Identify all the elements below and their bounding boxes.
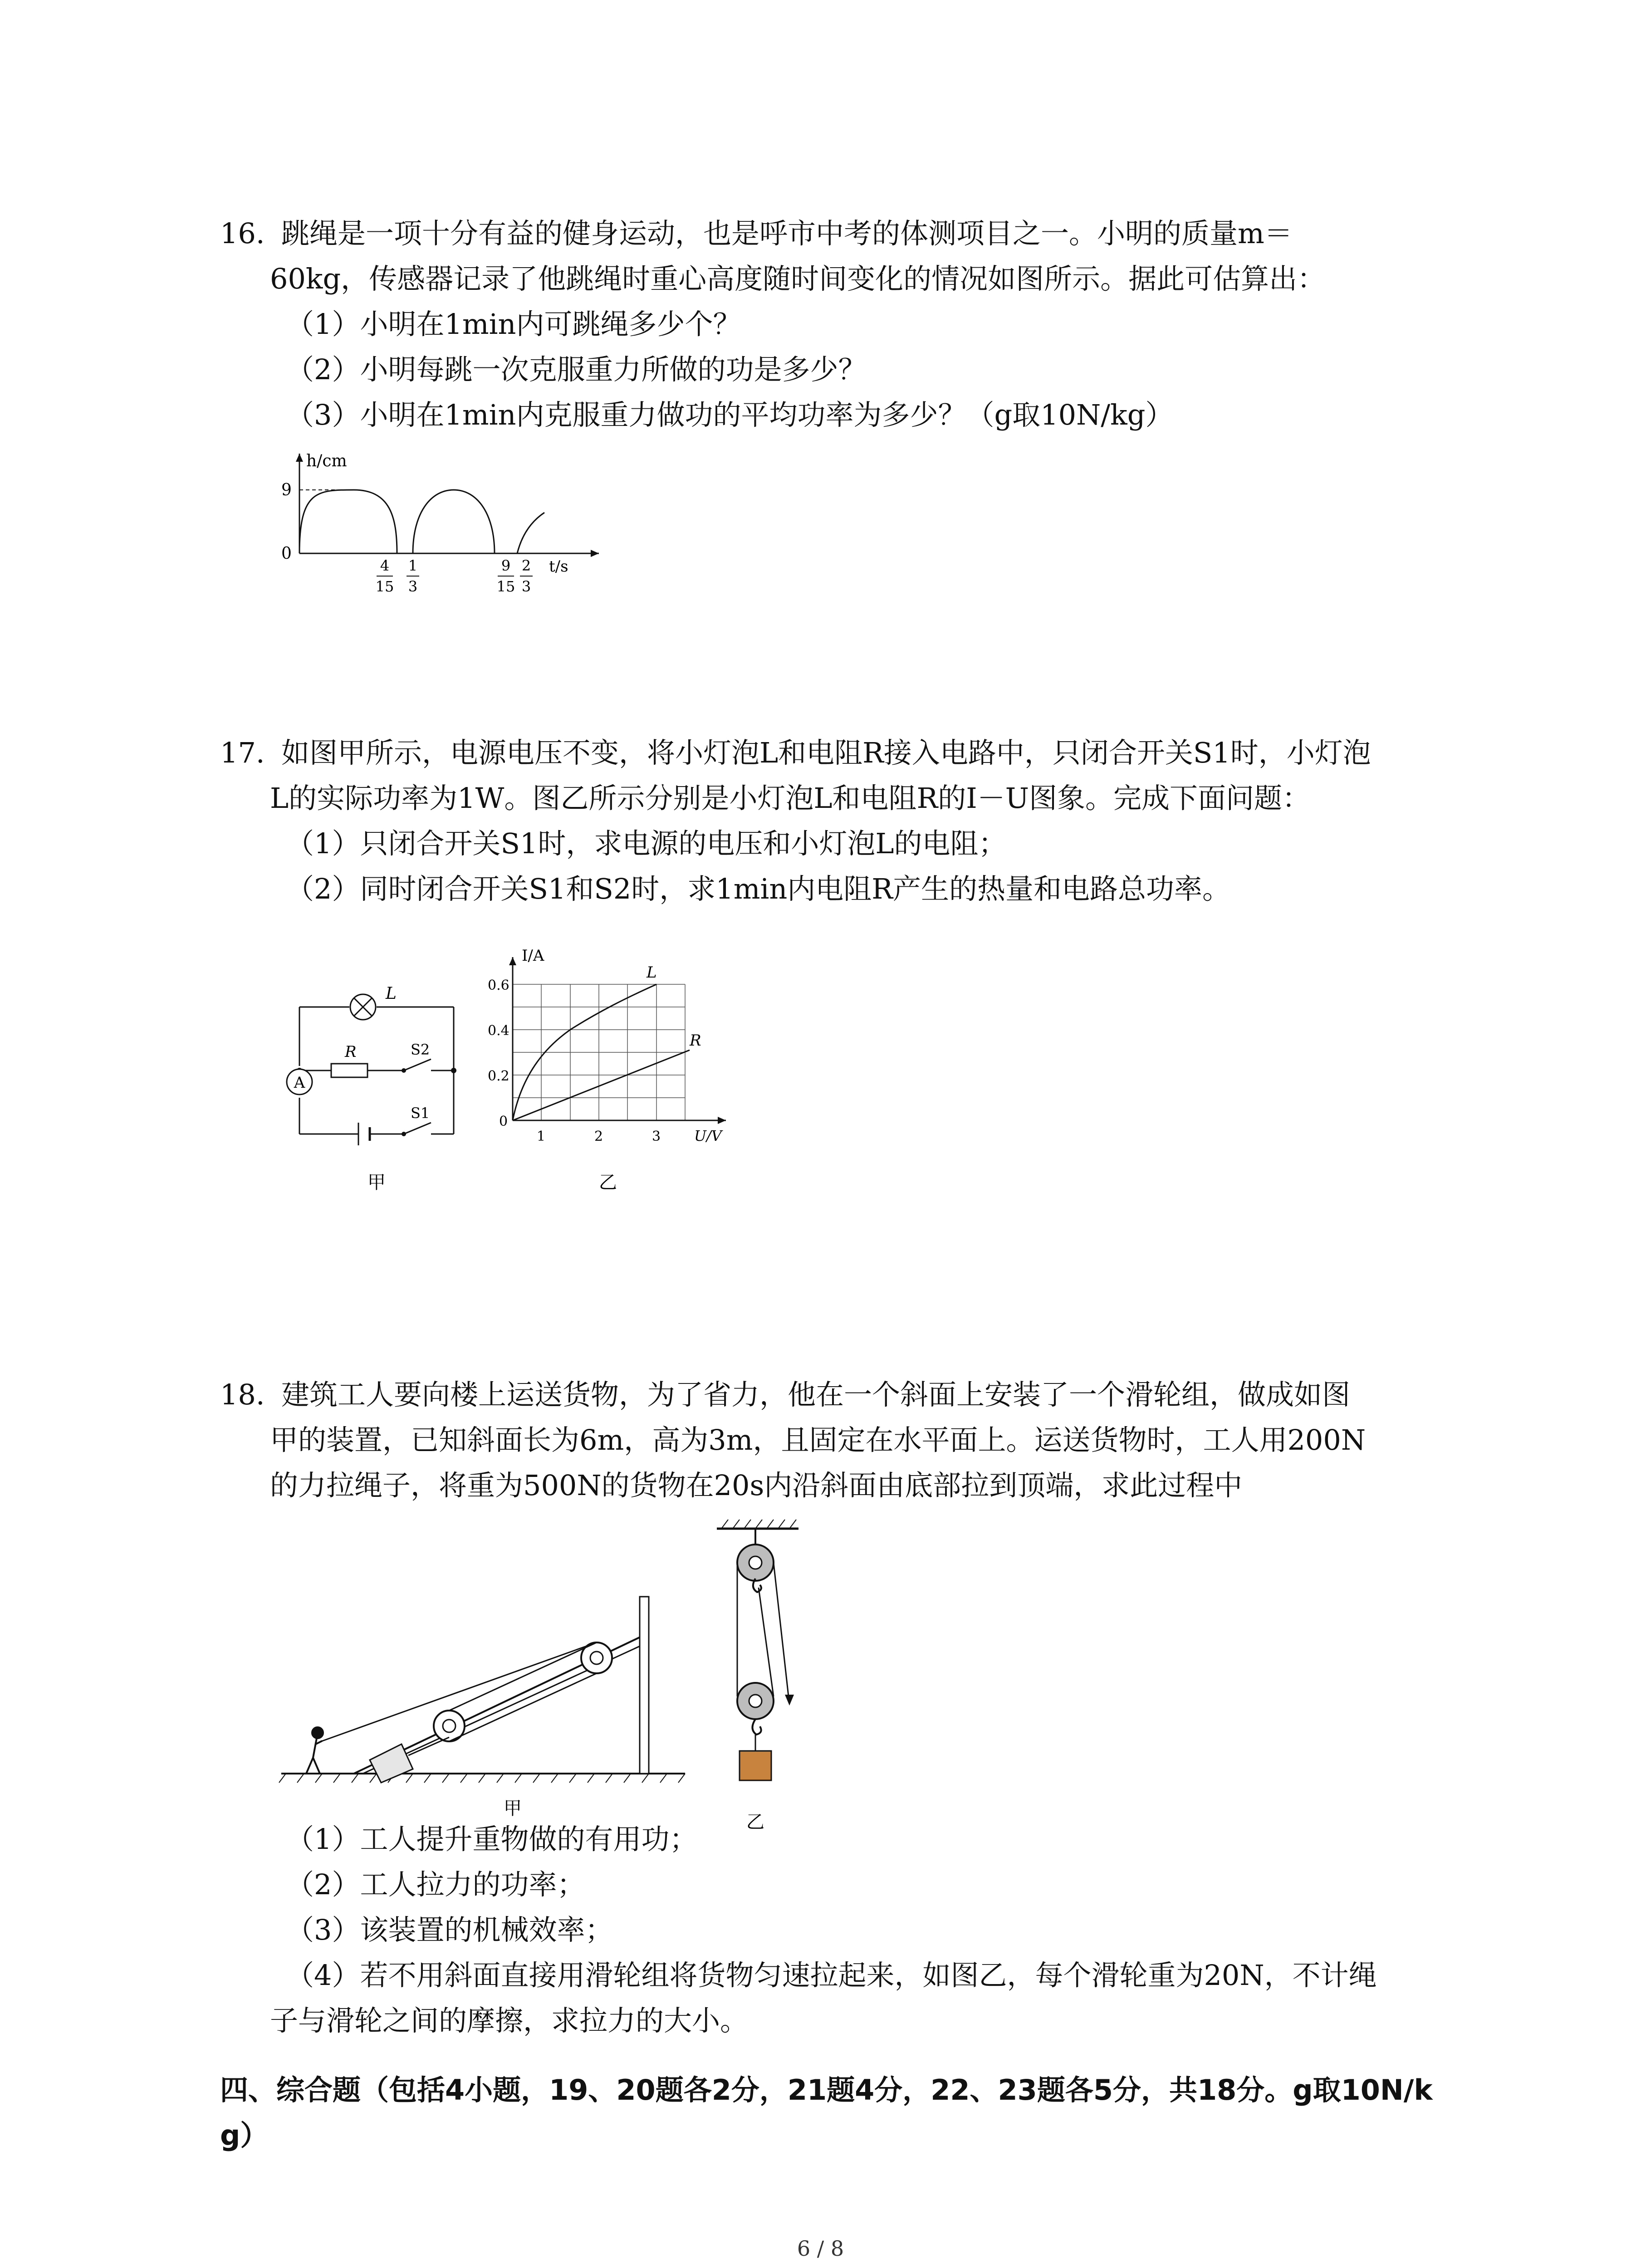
question-number: 18. <box>220 1378 265 1411</box>
x-tick-4-15 <box>376 557 394 595</box>
question-line: 甲的装置，已知斜面长为6m，高为3m，且固定在水平面上。运送货物时，工人用200N <box>270 1423 1366 1457</box>
question-line: L的实际功率为1W。图乙所示分别是小灯泡L和电阻R的I－U图象。完成下面问题： <box>270 782 1310 815</box>
question-number: 17. <box>220 736 265 769</box>
sub-question-continued: 子与滑轮之间的摩擦，求拉力的大小。 <box>270 2004 749 2037</box>
sub-question: （4）若不用斜面直接用滑轮组将货物匀速拉起来，如图乙，每个滑轮重为20N，不计绳 <box>286 1959 1377 1992</box>
switch-icon <box>404 1059 431 1070</box>
crate-icon <box>370 1744 413 1783</box>
crate-icon <box>740 1751 771 1780</box>
lamp-icon <box>350 994 376 1020</box>
circuit-diagram <box>281 966 472 1202</box>
svg-text:1: 1 <box>408 557 418 574</box>
figure-caption: 乙 <box>599 1172 617 1193</box>
lamp-label: L <box>386 984 397 1003</box>
switch2-label: S2 <box>411 1041 430 1058</box>
question-line: 如图甲所示，电源电压不变，将小灯泡L和电阻R接入电路中，只闭合开关S1时，小灯泡 <box>281 736 1371 769</box>
figure-caption: 乙 <box>746 1812 764 1833</box>
sub-question: （2）工人拉力的功率； <box>286 1868 585 1901</box>
y-tick-label: 0.6 <box>488 978 509 993</box>
worker-icon <box>306 1727 323 1774</box>
question-number: 16. <box>220 217 265 250</box>
y-tick-label: 0.2 <box>488 1068 509 1084</box>
svg-text:9: 9 <box>501 557 511 574</box>
sub-question: （3）该装置的机械效率； <box>286 1913 613 1946</box>
question-line: 跳绳是一项十分有益的健身运动，也是呼市中考的体测项目之一。小明的质量m＝ <box>281 217 1293 250</box>
y-axis-label: h/cm <box>306 452 347 470</box>
curve-label-L: L <box>647 963 657 982</box>
resistor-icon <box>331 1064 367 1077</box>
question-line: 60kg，传感器记录了他跳绳时重心高度随时间变化的情况如图所示。据此可估算出： <box>270 262 1326 295</box>
x-tick-label: 1 <box>537 1129 546 1144</box>
x-tick-label: 2 <box>594 1129 603 1144</box>
section-title-continued: g） <box>220 2119 269 2152</box>
switch-icon <box>404 1123 431 1134</box>
pulley-system-figure <box>708 1515 835 1833</box>
incline-pulley-figure <box>277 1569 699 1833</box>
x-tick-label: 3 <box>652 1129 661 1144</box>
figure-caption: 甲 <box>367 1172 386 1193</box>
svg-text:2: 2 <box>521 557 531 574</box>
sub-question: （3）小明在1min内克服重力做功的平均功率为多少？（g取10N/kg） <box>286 398 1174 431</box>
x-tick-2-3 <box>520 557 533 595</box>
x-tick-1-3 <box>407 557 419 595</box>
svg-text:3: 3 <box>408 578 418 595</box>
origin-label: 0 <box>499 1114 508 1129</box>
sub-question: （1）只闭合开关S1时，求电源的电压和小灯泡L的电阻； <box>286 827 1007 860</box>
ammeter-icon <box>287 1069 312 1095</box>
switch1-label: S1 <box>411 1105 430 1122</box>
y-axis-label: I/A <box>522 947 544 965</box>
question-line: 建筑工人要向楼上运送货物，为了省力，他在一个斜面上安装了一个滑轮组，做成如图 <box>281 1378 1351 1411</box>
figure-caption: 甲 <box>504 1798 522 1819</box>
sub-question: （2）同时闭合开关S1和S2时，求1min内电阻R产生的热量和电路总功率。 <box>286 872 1230 905</box>
svg-text:A: A <box>294 1074 305 1092</box>
svg-text:4: 4 <box>380 557 390 574</box>
iu-graph <box>481 939 753 1193</box>
svg-text:15: 15 <box>375 578 394 595</box>
page-number: 6 / 8 <box>797 2236 844 2261</box>
battery-icon <box>358 1123 370 1145</box>
y-tick-label: 9 <box>281 481 292 499</box>
sub-question: （1）小明在1min内可跳绳多少个？ <box>286 308 741 341</box>
x-axis-label: U/V <box>694 1127 722 1144</box>
section-title: 四、综合题（包括4小题，19、20题各2分，21题4分，22、23题各5分，共18分。g取10N/k <box>220 2073 1433 2107</box>
y-tick-label: 0.4 <box>488 1023 509 1039</box>
resistor-label: R <box>345 1043 357 1061</box>
curve-label-R: R <box>690 1031 701 1050</box>
x-tick-9-15 <box>497 557 515 595</box>
origin-label: 0 <box>281 544 292 563</box>
sub-question: （2）小明每跳一次克服重力所做的功是多少？ <box>286 353 867 386</box>
svg-text:3: 3 <box>521 578 531 595</box>
sub-question: （1）工人提升重物做的有用功； <box>286 1823 698 1856</box>
x-axis-label: t/s <box>549 557 568 576</box>
svg-text:15: 15 <box>496 578 515 595</box>
question-line: 的力拉绳子，将重为500N的货物在20s内沿斜面由底部拉到顶端，求此过程中 <box>270 1469 1243 1502</box>
jump-height-graph <box>254 445 608 608</box>
